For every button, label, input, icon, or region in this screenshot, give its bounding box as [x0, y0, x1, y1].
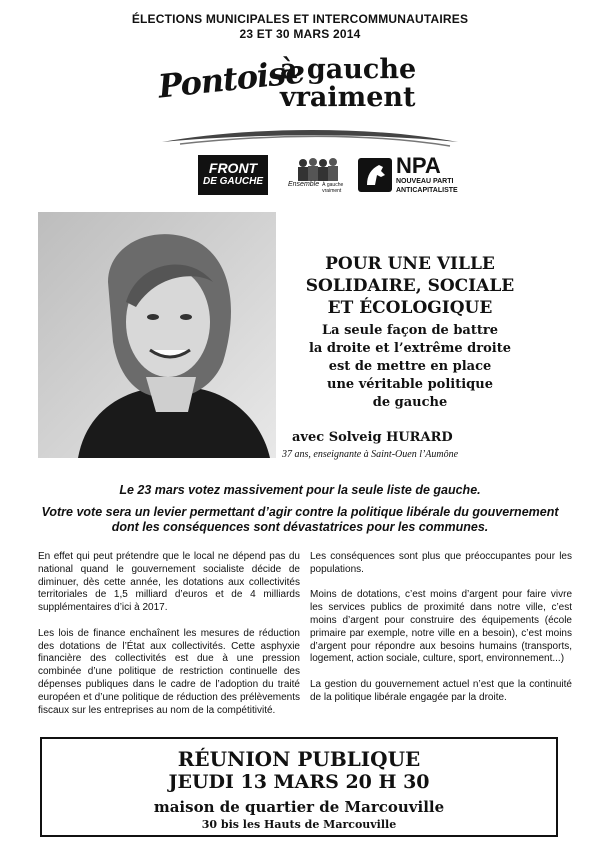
subhead-line-2: la droite et l’extrême droite	[308, 341, 512, 356]
right-column	[310, 551, 572, 717]
left-paragraph-2: Les lois de finance enchaînent les mesures de réduction des dotations de l’État aux collectivités. Cette asphyxie financière des collectivités est due à une pression combinée d’une politique de restriction continuelle des dépenses publiques dans le cadre de l’adoption du traité européen et d’une politique de réduction des prélèvements fiscaux sur les entreprises au nom de la compétitivité.	[38, 627, 300, 716]
lead-line-1: Le 23 mars votez massivement pour la seule liste de gauche.	[119, 483, 481, 497]
npa-logo	[358, 155, 458, 195]
ensemble-label: Ensemble	[288, 180, 320, 188]
subhead-line-3: est de mettre en place	[328, 359, 492, 374]
npa-sub-1: NOUVEAU PARTI	[396, 178, 454, 185]
npa-title: NPA	[396, 153, 441, 178]
ensemble-sub: À gauche vraiment	[322, 181, 344, 194]
candidate-description: 37 ans, enseignante à Saint-Ouen l’Aumône	[282, 449, 459, 460]
candidate-name: avec Solveig HURARD	[292, 430, 453, 445]
people-group-icon	[295, 157, 341, 181]
meeting-title: RÉUNION PUBLIQUE	[177, 747, 421, 771]
left-column	[38, 551, 300, 730]
public-meeting-box	[40, 737, 558, 837]
candidate-photo	[38, 212, 276, 458]
brand-line-1: à gauche	[280, 54, 417, 85]
horse-icon	[358, 158, 392, 192]
headline-line-1: POUR UNE VILLE	[325, 254, 495, 274]
subhead-line-4: une véritable politique	[327, 377, 493, 392]
left-paragraph-1: En effet qui peut prétendre que le local ne dépend pas du national quand le gouvernement socialiste décide de diminuer, dès cette année, les dotations aux collectivités territoriales de 1,5 milliard d’euros et de 4 milliards supplémentaires d’ici à 2017.	[38, 551, 300, 614]
headline-line-2: SOLIDAIRE, SOCIALE	[305, 276, 515, 296]
right-paragraph-3: La gestion du gouvernement actuel n’est que la continuité de la politique libérale engagée par la droite.	[310, 678, 572, 703]
right-paragraph-2: Moins de dotations, c’est moins d’argent pour faire vivre les services publics de proximité dans notre ville, c’est moins d’argent pour construire des équipements (école primaire par exemple, notre ville en a besoin), c’est moins d’argent pour répondre aux besoins humains (transports, logement, action sociale, culture, sport, environnement...)	[310, 589, 572, 665]
front-de-gauche-logo	[198, 155, 268, 195]
right-paragraph-1: Les conséquences sont plus que préoccupantes pour les populations.	[310, 551, 572, 575]
headline-line-3: ET ÉCOLOGIQUE	[327, 298, 493, 318]
election-dates: 23 ET 30 MARS 2014	[239, 27, 361, 41]
brand-line-2: vraiment	[280, 82, 416, 113]
meeting-address: 30 bis les Hauts de Marcouville	[201, 818, 397, 831]
lead-line-2: Votre vote sera un levier permettant d’agir contre la politique libérale du gouvernement	[41, 505, 559, 519]
subhead-line-1: La seule façon de battre	[322, 323, 498, 338]
lead-line-3: dont les conséquences sont dévastatrices pour les communes.	[111, 520, 489, 534]
election-title: ÉLECTIONS MUNICIPALES ET INTERCOMMUNAUTAIRES	[131, 12, 469, 26]
meeting-place: maison de quartier de Marcouville	[153, 798, 445, 816]
meeting-date: JEUDI 13 MARS 20 H 30	[168, 771, 430, 793]
brand-swoosh	[160, 120, 460, 150]
subhead-line-5: de gauche	[372, 395, 448, 410]
brand-script-text: Pontoise	[156, 52, 307, 106]
npa-sub-2: ANTICAPITALISTE	[396, 187, 458, 194]
fdg-line-2: DE GAUCHE	[202, 176, 263, 187]
ensemble-logo	[288, 155, 348, 195]
fdg-line-1: FRONT	[208, 160, 258, 176]
